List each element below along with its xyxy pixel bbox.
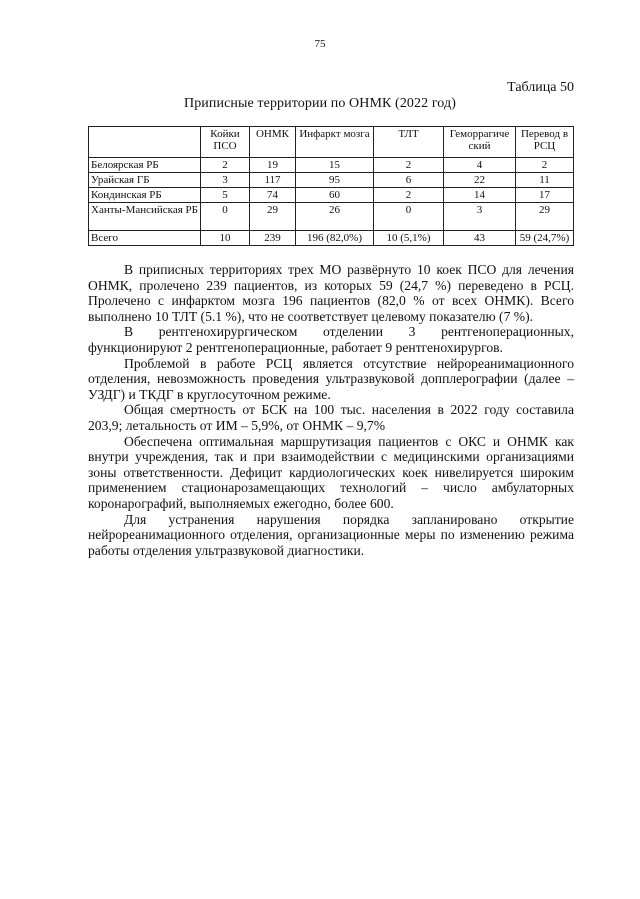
table-cell: 5 [201,188,250,203]
table-cell: 0 [374,203,444,231]
table-cell: 10 [201,231,250,246]
table-cell: 15 [296,158,374,173]
page-number: 75 [314,38,326,50]
table-cell: 29 [250,203,296,231]
header-cell: ОНМК [250,127,296,158]
table-cell: 11 [516,173,574,188]
table-cell: 29 [516,203,574,231]
table-cell: 26 [296,203,374,231]
table-cell: Белоярская РБ [89,158,201,173]
table-cell: 6 [374,173,444,188]
header-cell: Койки ПСО [201,127,250,158]
header-cell [89,127,201,158]
table-cell: 3 [201,173,250,188]
table-header-row [89,127,574,158]
paragraph: Общая смертность от БСК на 100 тыс. населения в 2022 году составила 203,9; летальность от ИМ – 5,9%, от ОНМК – 9,7% [88,402,574,433]
table-cell: 14 [444,188,516,203]
table-cell: 22 [444,173,516,188]
header-cell: Инфаркт мозга [296,127,374,158]
paragraph: Для устранения нарушения порядка запланировано открытие нейрореанимационного отделения, организационные меры по изменению режима работы отделения ультразвуковой диагностики. [88,511,574,558]
table-cell: 2 [201,158,250,173]
header-cell: Геморрагиче ский [444,127,516,158]
table-label: Таблица 50 [507,80,574,95]
table-cell: 74 [250,188,296,203]
header-cell: Перевод в РСЦ [516,127,574,158]
table-row [89,158,574,173]
table-cell: Ханты-Мансийская РБ [89,203,201,231]
table-title: Приписные территории по ОНМК (2022 год) [184,96,456,111]
paragraph: Обеспечена оптимальная маршрутизация пациентов с ОКС и ОНМК как внутри учреждения, так и при взаимодействии с медицинскими организациями зоны ответственности. Дефицит кардиологических коек нивелируется широким применением стационарозамещающих технологий – число амбулаторных коронарографий, выполняемых ежегодно, более 600. [88,433,574,511]
table-cell: 17 [516,188,574,203]
header-cell: ТЛТ [374,127,444,158]
table-cell: 3 [444,203,516,231]
table-cell: 59 (24,7%) [516,231,574,246]
table-cell: 4 [444,158,516,173]
table-cell: 196 (82,0%) [296,231,374,246]
table-row-total [89,231,574,246]
table-cell: 60 [296,188,374,203]
table-cell: 2 [374,188,444,203]
table-cell: 43 [444,231,516,246]
table-cell: 19 [250,158,296,173]
table-cell: 0 [201,203,250,231]
paragraph: В приписных территориях трех МО развёрнуто 10 коек ПСО для лечения ОНМК, пролечено 239 пациентов, из которых 59 (24,7 %) переведено в РСЦ. Пролечено с инфарктом мозга 196 пациентов (82,0 % от всех ОНМК). Всего выполнено 10 ТЛТ (5.1 %), что не соответствует целевому показателю (7 %). [88,262,574,324]
table-cell: 2 [516,158,574,173]
stroke-territories-table [88,126,574,246]
table-cell: 10 (5,1%) [374,231,444,246]
paragraph: Проблемой в работе РСЦ является отсутствие нейрореанимационного отделения, невозможность проведения ультразвуковой допплерографии (далее – УЗДГ) и ТКДГ в круглосуточном режиме. [88,355,574,402]
table-row [89,173,574,188]
table-cell: 2 [374,158,444,173]
table-cell: Урайская ГБ [89,173,201,188]
table-cell: 117 [250,173,296,188]
table-row [89,203,574,231]
table-row [89,188,574,203]
table-cell: 239 [250,231,296,246]
body-text [88,262,574,558]
table-cell: 95 [296,173,374,188]
table-cell: Кондинская РБ [89,188,201,203]
paragraph: В рентгенохирургическом отделении 3 рентгеноперационных, функционируют 2 рентгеноперационные, работает 9 рентгенохирургов. [88,324,574,355]
table-cell: Всего [89,231,201,246]
